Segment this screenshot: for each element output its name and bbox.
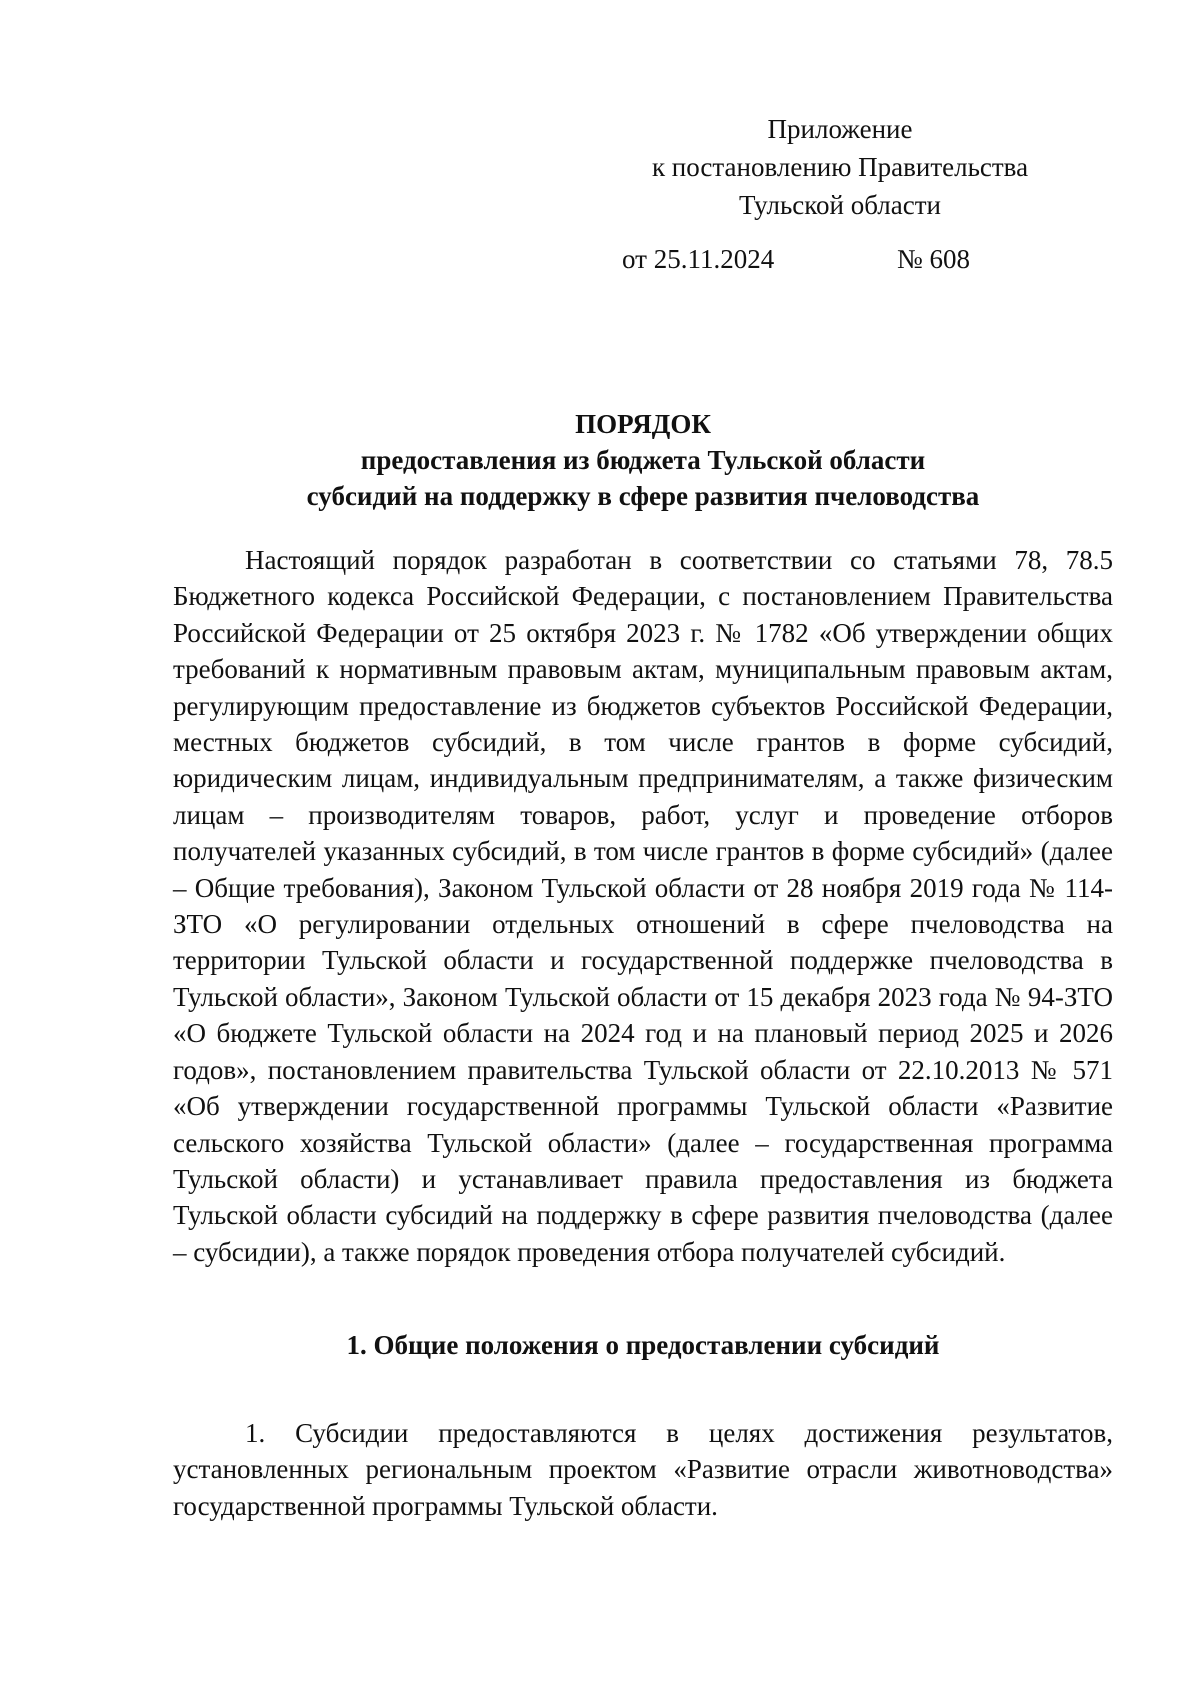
title-subtitle-2: субсидий на поддержку в сфере развития пчеловодства (306, 481, 980, 511)
section-heading: 1. Общие положения о предоставлении субсидий (346, 1330, 940, 1360)
appendix-region: Тульской области (739, 190, 941, 220)
section-paragraph: 1. Субсидии предоставляются в целях достижения результатов, установленных региональным проектом «Развитие отрасли животноводства» государственной программы Тульской области. (173, 1418, 1113, 1521)
appendix-reference: к постановлению Правительства (651, 152, 1029, 182)
resolution-date: от 25.11.2024 (622, 244, 775, 274)
title-main: ПОРЯДОК (575, 409, 711, 439)
appendix-label: Приложение (767, 114, 913, 144)
resolution-number: № 608 (897, 244, 971, 274)
appendix-block (600, 110, 1080, 224)
title-subtitle-1: предоставления из бюджета Тульской области (360, 445, 926, 475)
intro-paragraph: Настоящий порядок разработан в соответствии со статьями 78, 78.5 Бюджетного кодекса Российской Федерации, с постановлением Правительства Российской Федерации от 25 октября 2023 г. № 1782 «Об утверждении общих требований к нормативным правовым актам, муниципальным правовым актам, регулирующим предоставление из бюджетов субъектов Российской Федерации, местных бюджетов субсидий, в том числе грантов в форме субсидий, юридическим лицам, индивидуальным предпринимателям, а также физическим лицам – производителям товаров, работ, услуг и проведение отборов получателей указанных субсидий, в том числе грантов в форме субсидий» (далее – Общие требования), Законом Тульской области от 28 ноября 2019 года № 114-ЗТО «О регулировании отдельных отношений в сфере пчеловодства на территории Тульской области и государственной поддержке пчеловодства в Тульской области», Законом Тульской области от 15 декабря 2023 года № 94-ЗТО «О бюджете Тульской области на 2024 год и на плановый период 2025 и 2026 годов», постановлением правительства Тульской области от 22.10.2013 № 571 «Об утверждении государственной программы Тульской области «Развитие сельского хозяйства Тульской области» (далее – государственная программа Тульской области) и устанавливает правила предоставления из бюджета Тульской области субсидий на поддержку в сфере развития пчеловодства (далее – субсидии), а также порядок проведения отбора получателей субсидий. (173, 545, 1113, 1267)
document-title (173, 406, 1113, 514)
